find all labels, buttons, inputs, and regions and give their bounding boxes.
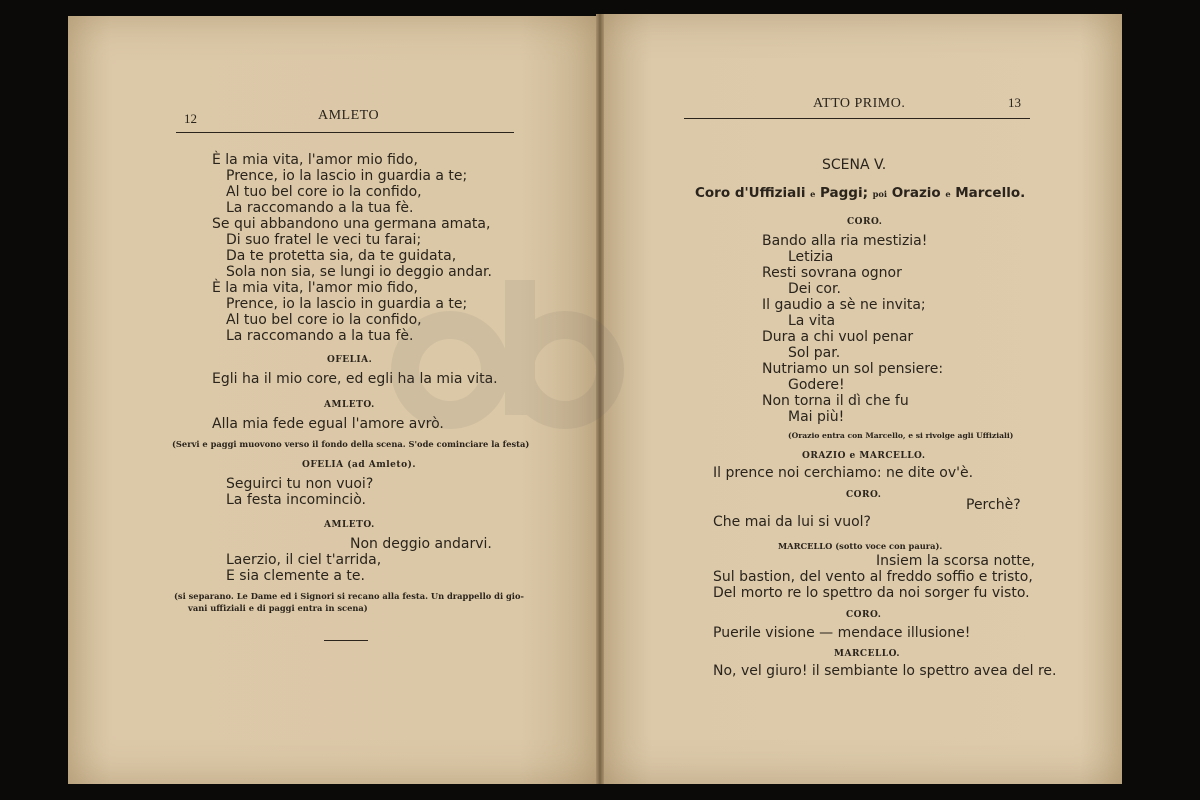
verse-line: Puerile visione — mendace illusione!	[713, 625, 971, 641]
cast-part: Paggi;	[819, 185, 868, 201]
scene-cast-title	[695, 185, 1025, 202]
right-page-number: 13	[1008, 95, 1021, 110]
speaker-coro: CORO.	[847, 217, 883, 227]
verse-line: Di suo fratel le veci tu farai;	[226, 232, 422, 248]
verse-line: La vita	[788, 313, 836, 329]
verse-line: Sul bastion, del vento al freddo soffio e tristo,	[713, 569, 1033, 585]
verse-line: Resti sovrana ognor	[762, 265, 902, 281]
right-header-rule	[684, 118, 1030, 119]
verse-line: Mai più!	[788, 409, 845, 425]
verse-line: Il prence noi cerchiamo: ne dite ov'è.	[713, 465, 974, 481]
verse-line: Prence, io la lascio in guardia a te;	[226, 296, 468, 312]
verse-line: Del morto re lo spettro da noi sorger fu visto.	[713, 585, 1030, 601]
right-running-head: ATTO PRIMO.	[813, 96, 906, 111]
verse-line: È la mia vita, l'amor mio fido,	[212, 152, 418, 168]
scene-heading: SCENA V.	[822, 157, 887, 173]
verse-line: Da te protetta sia, da te guidata,	[226, 248, 457, 264]
speaker-coro: CORO.	[846, 610, 882, 620]
verse-line: Alla mia fede egual l'amore avrò.	[212, 416, 444, 432]
speaker-ofelia: OFELIA.	[327, 355, 373, 365]
verse-line: Letizia	[788, 249, 834, 265]
left-header-rule	[176, 132, 514, 133]
stage-direction: (Servi e paggi muovono verso il fondo della scena. S'ode cominciare la festa)	[172, 439, 530, 449]
verse-line: Che mai da lui si vuol?	[713, 514, 871, 530]
verse-line: Se qui abbandono una germana amata,	[212, 216, 491, 232]
cast-part: Orazio	[891, 185, 941, 201]
verse-line: Bando alla ria mestizia!	[762, 233, 928, 249]
verse-line: Non torna il dì che fu	[762, 393, 909, 409]
cast-part: Marcello.	[955, 185, 1026, 201]
verse-line: La raccomando a la tua fè.	[226, 200, 414, 216]
speaker-ofelia-ad-amleto: OFELIA (ad Amleto).	[302, 460, 416, 470]
verse-line: Seguirci tu non vuoi?	[226, 476, 374, 492]
verse-line: La raccomando a la tua fè.	[226, 328, 414, 344]
speaker-amleto: AMLETO.	[324, 400, 375, 410]
museum-watermark-logo	[390, 260, 690, 510]
verse-line: Insiem la scorsa notte,	[876, 553, 1035, 569]
verse-line: Il gaudio a sè ne invita;	[762, 297, 926, 313]
verse-line: Perchè?	[966, 497, 1021, 513]
speaker-marcello: MARCELLO (sotto voce con paura).	[778, 541, 943, 551]
verse-line: Dura a chi vuol penar	[762, 329, 914, 345]
left-page-number: 12	[184, 111, 197, 126]
cast-conj: e	[810, 189, 816, 199]
verse-line: Godere!	[788, 377, 845, 393]
speaker-orazio-marcello: ORAZIO e MARCELLO.	[802, 451, 926, 461]
verse-line: Non deggio andarvi.	[350, 536, 492, 552]
speaker-marcello: MARCELLO.	[834, 649, 901, 659]
speaker-coro: CORO.	[846, 490, 882, 500]
verse-line: E sia clemente a te.	[226, 568, 365, 584]
stage-direction: vani uffiziali e di paggi entra in scena)	[188, 603, 368, 613]
verse-line: La festa incominciò.	[226, 492, 366, 508]
verse-line: Laerzio, il ciel t'arrida,	[226, 552, 382, 568]
verse-line: Nutriamo un sol pensiere:	[762, 361, 944, 377]
verse-line: Sola non sia, se lungi io deggio andar.	[226, 264, 492, 280]
verse-line: Al tuo bel core io la confido,	[226, 184, 422, 200]
stage-direction: (Orazio entra con Marcello, e si rivolge agli Uffiziali)	[788, 431, 1014, 440]
end-rule	[324, 640, 368, 641]
verse-line: Al tuo bel core io la confido,	[226, 312, 422, 328]
verse-line: Sol par.	[788, 345, 841, 361]
verse-line: È la mia vita, l'amor mio fido,	[212, 280, 418, 296]
left-running-head: AMLETO	[318, 108, 380, 123]
speaker-amleto: AMLETO.	[324, 520, 375, 530]
verse-line: No, vel giuro! il sembiante lo spettro avea del re.	[713, 663, 1057, 679]
verse-line: Prence, io la lascio in guardia a te;	[226, 168, 468, 184]
verse-line: Egli ha il mio core, ed egli ha la mia vita.	[212, 371, 498, 387]
cast-conj: e	[945, 189, 951, 199]
cast-part: Coro d'Uffiziali	[695, 185, 806, 201]
verse-line: Dei cor.	[788, 281, 841, 297]
stage-direction: (si separano. Le Dame ed i Signori si recano alla festa. Un drappello di gio-	[174, 591, 524, 601]
cast-conj: poi	[872, 189, 888, 199]
